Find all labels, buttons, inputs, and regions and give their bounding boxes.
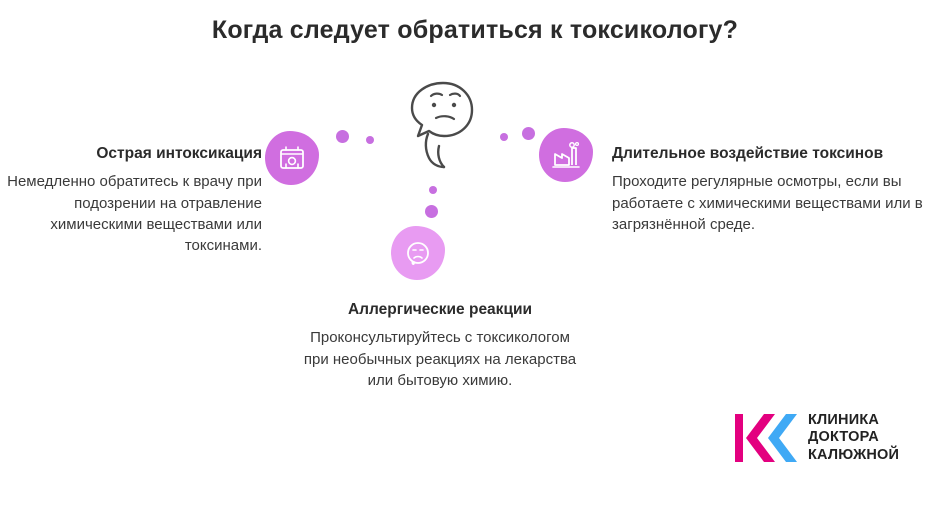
- factory-pollution-icon: [539, 128, 593, 182]
- card-text: Проконсультируйтесь с токсикологом при необычных реакциях на лекарства или бытовую химию.: [303, 329, 577, 389]
- card-long-term-toxins: [612, 144, 950, 235]
- decorative-dot: [366, 136, 374, 144]
- card-allergic-reactions: [300, 300, 580, 391]
- kk-logo-icon: [735, 412, 797, 464]
- decorative-dot: [500, 133, 508, 141]
- thinking-face-icon: [398, 78, 482, 170]
- card-heading: Длительное воздействие токсинов: [612, 145, 884, 162]
- card-heading: Острая интоксикация: [96, 145, 262, 162]
- card-heading: Аллергические реакции: [347, 301, 533, 318]
- logo-text: [808, 412, 899, 464]
- logo-line-3: КАЛЮЖНОЙ: [808, 446, 900, 463]
- allergy-face-icon: [391, 226, 445, 280]
- card-text: Проходите регулярные осмотры, если вы работаете с химическими веществами или в загрязнённой среде.: [612, 173, 923, 233]
- decorative-dot: [425, 205, 438, 218]
- logo-line-1: КЛИНИКА: [808, 412, 880, 429]
- poison-hazard-icon: [265, 131, 319, 185]
- logo-line-2: ДОКТОРА: [808, 429, 879, 446]
- decorative-dot: [522, 127, 535, 140]
- card-text: Немедленно обратитесь к врачу при подозрении на отравление химическими веществами или токсинами.: [7, 173, 262, 255]
- brand-logo: [735, 412, 899, 464]
- decorative-dot: [336, 130, 349, 143]
- page-title: Когда следует обратиться к токсикологу?: [211, 16, 739, 44]
- card-acute-intoxication: [0, 144, 262, 257]
- decorative-dot: [429, 186, 437, 194]
